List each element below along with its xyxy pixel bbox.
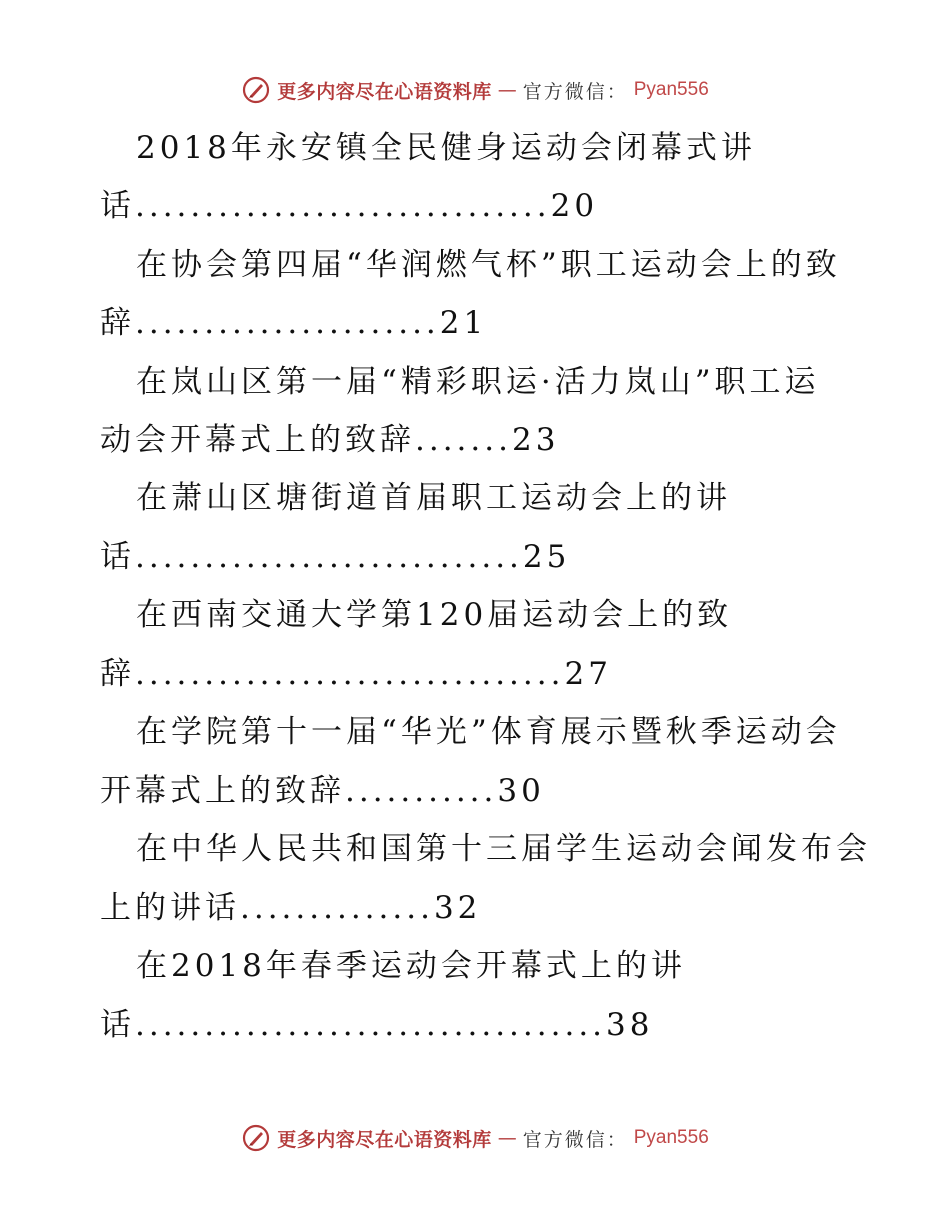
toc-entry-3-title: 在岚山区第一届“精彩职运·活力岚山”职工运 <box>136 364 820 400</box>
toc-entry-8-page: 话..................................38 <box>100 1007 654 1043</box>
quill-pen-logo-icon <box>241 75 271 105</box>
banner-wechat-label: 官方微信： <box>522 1128 628 1151</box>
page-header-banner <box>0 72 950 108</box>
toc-entry-1-page: 话..............................20 <box>100 188 599 224</box>
banner-wechat-id: Pyan556 <box>633 1127 709 1148</box>
toc-entry-4-page: 话............................25 <box>100 539 571 575</box>
toc-entry-8-title: 在2018年春季运动会开幕式上的讲 <box>136 948 686 984</box>
banner-main-text: 更多内容尽在心语资料库 <box>277 1128 492 1151</box>
banner-wechat-label: 官方微信： <box>522 80 628 103</box>
toc-entry-2-title: 在协会第四届“华润燃气杯”职工运动会上的致 <box>136 247 841 283</box>
quill-pen-logo-icon <box>241 1123 271 1153</box>
toc-entry-3-page: 动会开幕式上的致辞.......23 <box>100 422 560 458</box>
toc-entry-4-title: 在萧山区塘街道首届职工运动会上的讲 <box>136 480 731 516</box>
toc-entry-5-page: 辞...............................27 <box>100 656 612 692</box>
banner-wechat-id: Pyan556 <box>633 79 709 100</box>
toc-entry-2-page: 辞......................21 <box>100 305 488 341</box>
toc-entry-5-title: 在西南交通大学第120届运动会上的致 <box>136 597 733 633</box>
banner-separator: — <box>497 79 517 101</box>
toc-entry-1-title: 2018年永安镇全民健身运动会闭幕式讲 <box>136 130 756 166</box>
toc-entry-6-page: 开幕式上的致辞...........30 <box>100 773 545 809</box>
toc-entry-7-title: 在中华人民共和国第十三届学生运动会闻发布会 <box>136 831 871 867</box>
page-footer-banner <box>0 1120 950 1156</box>
toc-entry-7-page: 上的讲话..............32 <box>100 890 482 926</box>
banner-separator: — <box>497 1127 517 1149</box>
toc-entry-6-title: 在学院第十一届“华光”体育展示暨秋季运动会 <box>136 714 841 750</box>
banner-main-text: 更多内容尽在心语资料库 <box>277 80 492 103</box>
